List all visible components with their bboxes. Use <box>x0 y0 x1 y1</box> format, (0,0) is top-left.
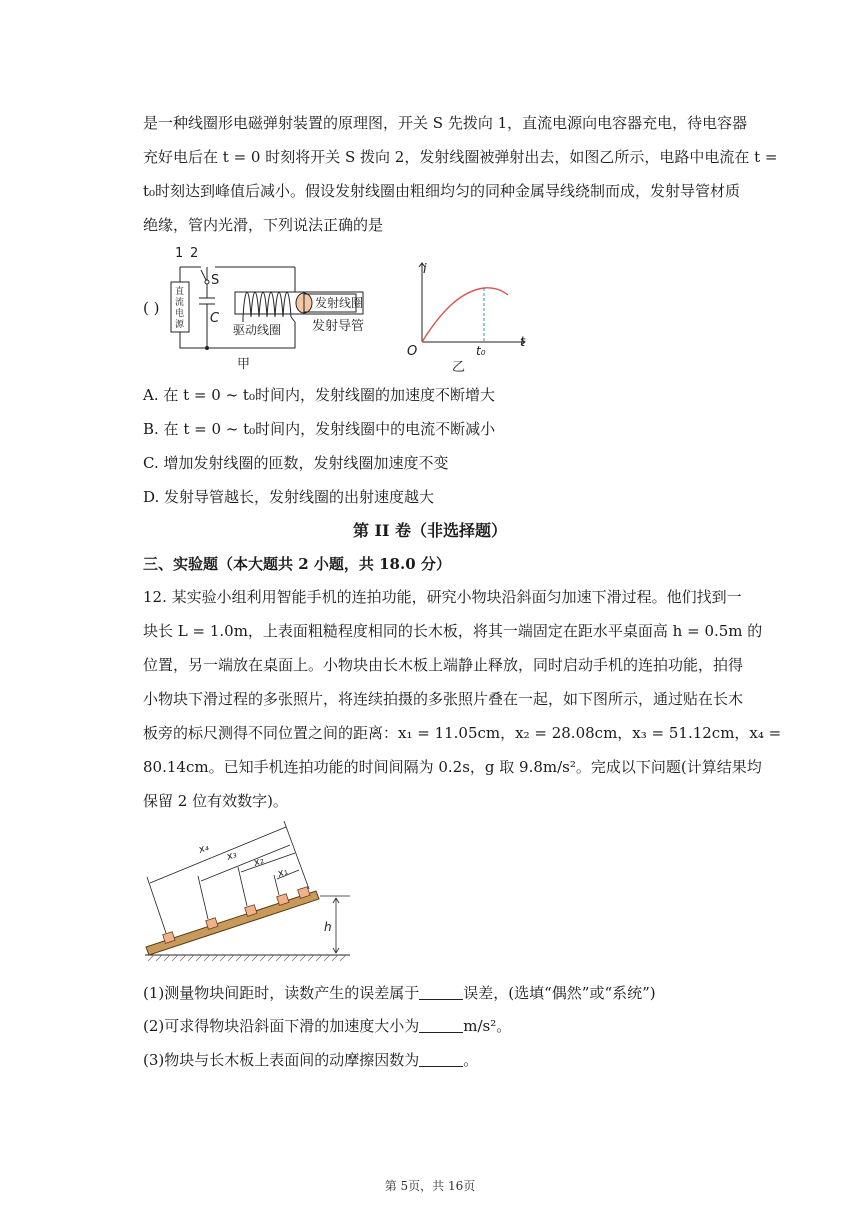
q12-line-3: 位置，另一端放在桌面上。小物块由长木板上端静止释放，同时启动手机的连拍功能，拍得 <box>143 656 744 674</box>
launch-coil-label: 发射线圈 <box>315 296 364 310</box>
sub1-blank[interactable] <box>419 985 463 1000</box>
sub1-text-b: 误差，(选填“偶然”或“系统”) <box>463 984 656 1002</box>
sub2-text-a: (2)可求得物块沿斜面下滑的加速度大小为 <box>143 1017 420 1035</box>
label-C: C <box>210 311 220 326</box>
q11-line-4: 绝缘，管内光滑，下列说法正确的是 <box>143 216 384 234</box>
x2-label: x₂ <box>252 855 266 869</box>
label-1: 1 <box>175 246 184 261</box>
sub3-text-a: (3)物块与长木板上表面间的动摩擦因数为 <box>143 1051 420 1069</box>
source-char-1: 直 <box>175 287 185 297</box>
tube-label: 发射导管 <box>312 319 365 334</box>
x4-label: x₄ <box>197 842 211 856</box>
sub1-text-a: (1)测量物块间距时，读数产生的误差属于 <box>143 984 420 1002</box>
drive-coil-label: 驱动线圈 <box>233 323 282 337</box>
fig-yi-caption: 乙 <box>452 360 466 375</box>
sub-question-1 <box>143 982 656 1003</box>
h-label: h <box>324 920 332 934</box>
page-footer: 第 5页，共 16页 <box>384 1179 476 1193</box>
x3-label: x₃ <box>225 849 239 863</box>
q12-line-7: 保留 2 位有效数字)。 <box>143 792 288 810</box>
axis-t-label: t <box>520 335 526 350</box>
option-a: A. 在 t = 0 ~ t₀时间内，发射线圈的加速度不断增大 <box>143 386 495 404</box>
t0-tick-label: t₀ <box>476 344 486 358</box>
current-graph <box>400 255 535 375</box>
origin-label: O <box>407 344 418 359</box>
option-b: B. 在 t = 0 ~ t₀时间内，发射线圈中的电流不断减小 <box>143 420 496 438</box>
axis-i-label: i <box>423 262 427 277</box>
source-char-2: 流 <box>175 298 185 308</box>
sub-question-2 <box>143 1015 511 1036</box>
part-title: 三、实验题（本大题共 2 小题，共 18.0 分） <box>143 555 451 573</box>
q12-line-2: 块长 L = 1.0m，上表面粗糙程度相同的长木板，将其一端固定在距水平桌面高 h = 0.5m 的 <box>143 622 763 640</box>
answer-paren: ( ) <box>143 299 160 317</box>
label-2: 2 <box>190 246 199 261</box>
q11-line-2: 充好电后在 t = 0 时刻将开关 S 拨向 2，发射线圈被弹射出去，如图乙所示，电路中电流在 t = <box>143 148 778 166</box>
option-c: C. 增加发射线圈的匝数，发射线圈加速度不变 <box>143 454 449 472</box>
sub-question-3 <box>143 1049 478 1070</box>
option-d: D. 发射导管越长，发射线圈的出射速度越大 <box>143 488 435 506</box>
q12-line-5: 板旁的标尺测得不同位置之间的距离：x₁ = 11.05cm，x₂ = 28.08cm，x₃ = 51.12cm，x₄ = <box>143 724 782 742</box>
q12-line-6: 80.14cm。已知手机连拍功能的时间间隔为 0.2s，g 取 9.8m/s²。完成以下问题(计算结果均 <box>143 758 762 776</box>
sub3-text-b: 。 <box>463 1051 479 1069</box>
q11-line-3: t₀时刻达到峰值后减小。假设发射线圈由粗细均匀的同种金属导线绕制而成，发射导管材质 <box>143 182 741 200</box>
incline-figure <box>140 815 365 970</box>
sub3-blank[interactable] <box>419 1052 463 1067</box>
sub2-text-b: m/s²。 <box>463 1017 512 1035</box>
fig-jia-caption: 甲 <box>237 357 251 372</box>
section-title: 第 II 卷（非选择题） <box>352 521 508 540</box>
q11-line-1: 是一种线圈形电磁弹射装置的原理图，开关 S 先拨向 1，直流电源向电容器充电，待电容器 <box>143 114 748 132</box>
label-S: S <box>211 273 220 288</box>
x1-label: x₁ <box>276 866 290 880</box>
q12-line-4: 小物块下滑过程的多张照片，将连续拍摄的多张照片叠在一起，如下图所示，通过贴在长木 <box>143 690 744 708</box>
source-char-3: 电 <box>175 309 185 319</box>
source-char-4: 源 <box>175 320 185 330</box>
circuit-figure <box>165 242 385 372</box>
sub2-blank[interactable] <box>419 1018 463 1033</box>
q12-line-1: 12. 某实验小组利用智能手机的连拍功能，研究小物块沿斜面匀加速下滑过程。他们找到一 <box>143 588 742 606</box>
